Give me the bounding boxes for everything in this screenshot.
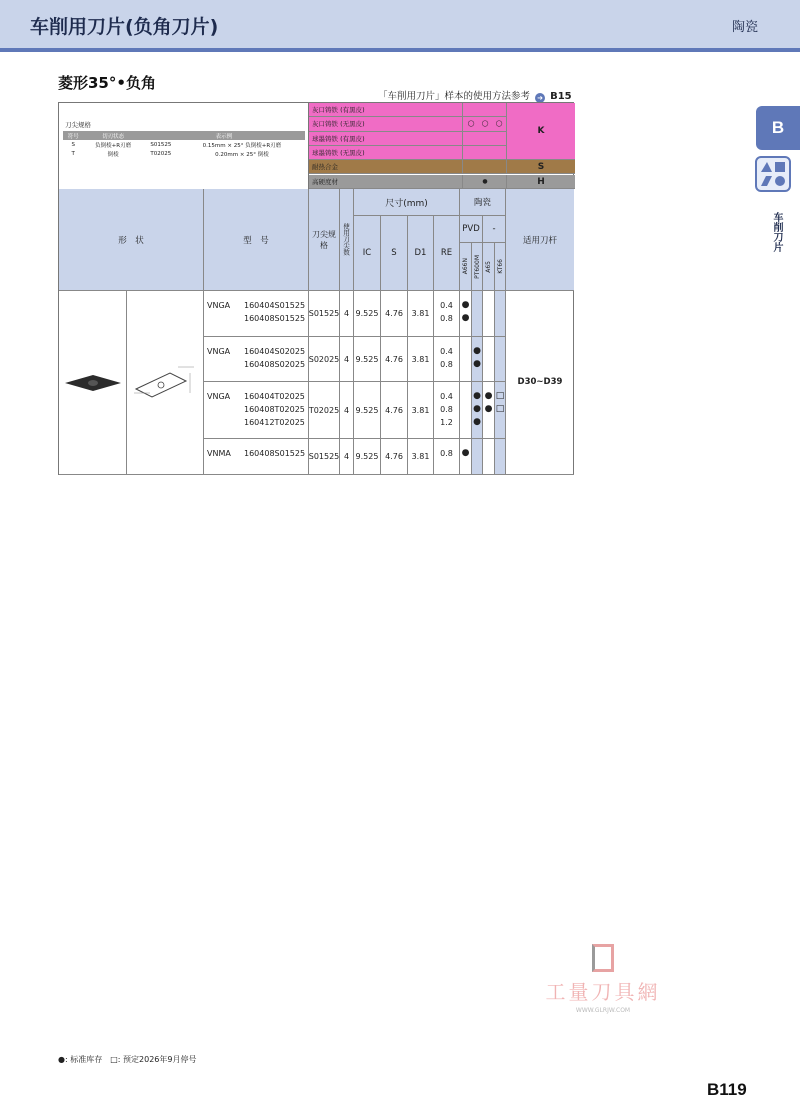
material-row-label: 灰口铸铁 (有黑皮) [309,103,462,117]
grade-cell [483,337,495,382]
stock-mark [464,345,467,358]
grade-header [483,243,495,291]
material-group-label: S [506,160,575,174]
stock-mark: ● [473,391,481,401]
s-cell: 4.76 [381,382,408,439]
re-header: RE [434,216,460,291]
corners-header-label: 使用刀尖数 [342,223,350,256]
insert-table [58,102,574,475]
watermark-url: WWW.GLRJW.COM [575,1007,631,1014]
model-cell [204,337,309,382]
edge-cell: S02025 [309,337,340,382]
stock-mark [499,312,502,325]
stock-mark: ● [473,417,481,427]
model-series: VNMA [207,449,231,458]
insert-photo [59,291,127,475]
model-number: 160408S01525 [244,449,306,458]
material-row-label: 高硬度材 [309,175,462,189]
shape-header: 形 状 [59,189,204,291]
stock-mark: ● [473,346,481,356]
edge-spec-header: 切刃状态 [83,131,142,140]
re-cell [434,337,460,382]
edge-spec-header: 表示例 [143,131,305,140]
re-value: 0.8 [440,314,453,323]
grade-cell [460,291,472,337]
model-series: VNGA [207,347,231,356]
d1-cell: 3.81 [408,439,434,475]
model-number: 160404S01525 [244,301,306,310]
d1-header: D1 [408,216,434,291]
material-mark: ◯ [467,120,475,128]
re-value: 0.8 [440,405,453,414]
stock-mark: ● [461,300,470,310]
stock-mark [487,299,490,312]
header-rule [0,48,800,52]
watermark-logo-icon [592,944,614,972]
corners-cell: 4 [340,439,354,475]
reference-text: 「车削用刀片」样本的使用方法参考 [378,91,531,102]
stock-mark [499,447,502,460]
dash-header: - [483,216,506,243]
material-row-label: 耐热合金 [309,160,462,174]
material-mark: ◯ [481,120,489,128]
grade-header [495,243,506,291]
d1-cell: 3.81 [408,337,434,382]
page-number: B119 [707,1080,747,1099]
edge-spec-table [63,131,305,158]
grade-cell [495,337,506,382]
stock-mark [464,390,467,403]
edge-spec-cell: 0.20mm × 25° 倒棱 [215,151,269,158]
holder-header: 适用刀杆 [506,189,574,291]
material-row-label: 球墨铸铁 (无黑皮) [309,146,462,160]
stock-mark: ● [461,448,470,458]
stock-mark [464,358,467,371]
material-marks [462,146,506,160]
grade-cell [483,382,495,439]
re-value: 0.8 [440,360,453,369]
re-value: 0.8 [440,449,453,458]
ic-cell: 9.525 [354,337,381,382]
material-group-label: H [506,175,575,189]
insert-drawing [127,291,204,475]
reference-page[interactable]: B15 [550,91,572,102]
material-marks [462,117,506,131]
s-cell: 4.76 [381,439,408,475]
stock-mark [487,447,490,460]
stock-mark [464,403,467,416]
grade-header [460,243,472,291]
model-number: 160404T02025 [244,392,305,401]
model-number: 160408S01525 [244,314,306,323]
edge-cell: S01525 [309,439,340,475]
ic-cell: 9.525 [354,439,381,475]
grade-cell [483,291,495,337]
stock-mark [499,299,502,312]
corners-cell: 4 [340,382,354,439]
section-subtitle: 菱形35°•负角 [58,74,156,92]
stock-mark [487,312,490,325]
material-group-label: K [506,103,575,160]
stock-mark [499,345,502,358]
grade-cell [460,382,472,439]
material-row-label: 灰口铸铁 (无黑皮) [309,117,462,131]
ic-cell: 9.525 [354,382,381,439]
model-number: 160408S02025 [244,360,306,369]
edge-spec-cell: T [71,150,75,157]
material-marks [462,175,506,189]
stock-mark [476,447,479,460]
d1-cell: 3.81 [408,291,434,337]
grade-label: A65 [485,260,492,273]
watermark [538,944,668,1014]
edge-spec-cell: 0.15mm × 25° 负倒棱+R刃磨 [202,142,282,149]
grade-cell [460,439,472,475]
edge-spec-title: 刀尖规格 [65,121,91,129]
grade-cell [472,337,483,382]
model-series: VNGA [207,392,231,401]
model-number-list [244,390,305,429]
grade-cell [472,382,483,439]
model-number: 160408T02025 [244,405,305,414]
grade-cell [460,337,472,382]
stock-mark [476,299,479,312]
s-header: S [381,216,408,291]
model-header: 型 号 [204,189,309,291]
pvd-header: PVD [460,216,483,243]
re-value: 0.4 [440,301,453,310]
holder-value: D30~D39 [506,291,574,475]
dims-header: 尺寸(mm) [354,189,460,216]
material-mark: ● [482,177,488,185]
grade-cell [472,439,483,475]
grade-label: KT66 [496,259,504,274]
model-cell [204,382,309,439]
model-number-list [244,447,305,460]
stock-mark: ● [473,404,481,414]
edge-spec-header: 符号 [63,131,83,140]
reference-note[interactable] [378,88,572,103]
category-label: 陶瓷 [731,20,758,35]
stock-mark [487,416,490,429]
side-tab-label: 车削刀片 [771,212,782,252]
stock-mark [464,416,467,429]
stock-mark: ● [484,404,493,414]
re-cell [434,439,460,475]
grade-cell [472,291,483,337]
model-series: VNGA [207,301,231,310]
model-number: 160404S02025 [244,347,306,356]
edge-spec-legend [59,103,309,189]
model-number-list [244,345,305,371]
edge-spec-cell: S [71,141,75,148]
edge-spec-header: 刀尖规格 [309,189,340,291]
grade-cell [495,291,506,337]
s-cell: 4.76 [381,337,408,382]
footnote: ●: 标准库存 □: 预定2026年9月停号 [58,1055,197,1064]
model-number-list [244,299,305,325]
material-marks [462,160,506,174]
stock-mark: □ [495,404,505,414]
edge-spec-cell: 负倒棱+R刃磨 [95,142,132,149]
watermark-name: 工量刀具網 [545,980,661,1004]
page-title: 车削用刀片(负角刀片) [30,16,219,38]
material-marks [462,132,506,146]
model-cell [204,439,309,475]
d1-cell: 3.81 [408,382,434,439]
ic-cell: 9.525 [354,291,381,337]
stock-mark [487,358,490,371]
stock-mark [499,358,502,371]
stock-mark [487,345,490,358]
grade-cell [495,439,506,475]
re-cell [434,291,460,337]
re-value: 1.2 [440,418,453,427]
corners-cell: 4 [340,291,354,337]
corners-header [340,189,354,291]
section-tab-b[interactable]: B [756,106,800,150]
re-cell [434,382,460,439]
stock-mark: ● [461,313,470,323]
model-number: 160412T02025 [244,418,305,427]
stock-mark [476,312,479,325]
s-cell: 4.76 [381,291,408,337]
material-marks [462,103,506,117]
re-value: 0.4 [440,392,453,401]
edge-spec-cell: 倒棱 [107,151,119,158]
edge-spec-cell: S01525 [150,141,172,148]
model-cell [204,291,309,337]
material-mark: ◯ [495,120,503,128]
grade-cell [495,382,506,439]
ceramic-header: 陶瓷 [460,189,506,216]
arrow-right-icon: ➜ [535,93,545,103]
stock-mark: ● [484,391,493,401]
edge-cell: T02025 [309,382,340,439]
material-row-label: 球墨铸铁 (有黑皮) [309,132,462,146]
edge-cell: S01525 [309,291,340,337]
re-value: 0.4 [440,347,453,356]
stock-mark: ● [473,359,481,369]
ic-header: IC [354,216,381,291]
stock-mark [499,416,502,429]
grade-header [472,243,483,291]
grade-cell [483,439,495,475]
grade-label: PT600M [473,254,481,279]
edge-spec-cell: T02025 [150,150,172,157]
grade-label: A66N [462,258,469,275]
corners-cell: 4 [340,337,354,382]
insert-shapes-icon [755,156,791,192]
stock-mark: □ [495,391,505,401]
